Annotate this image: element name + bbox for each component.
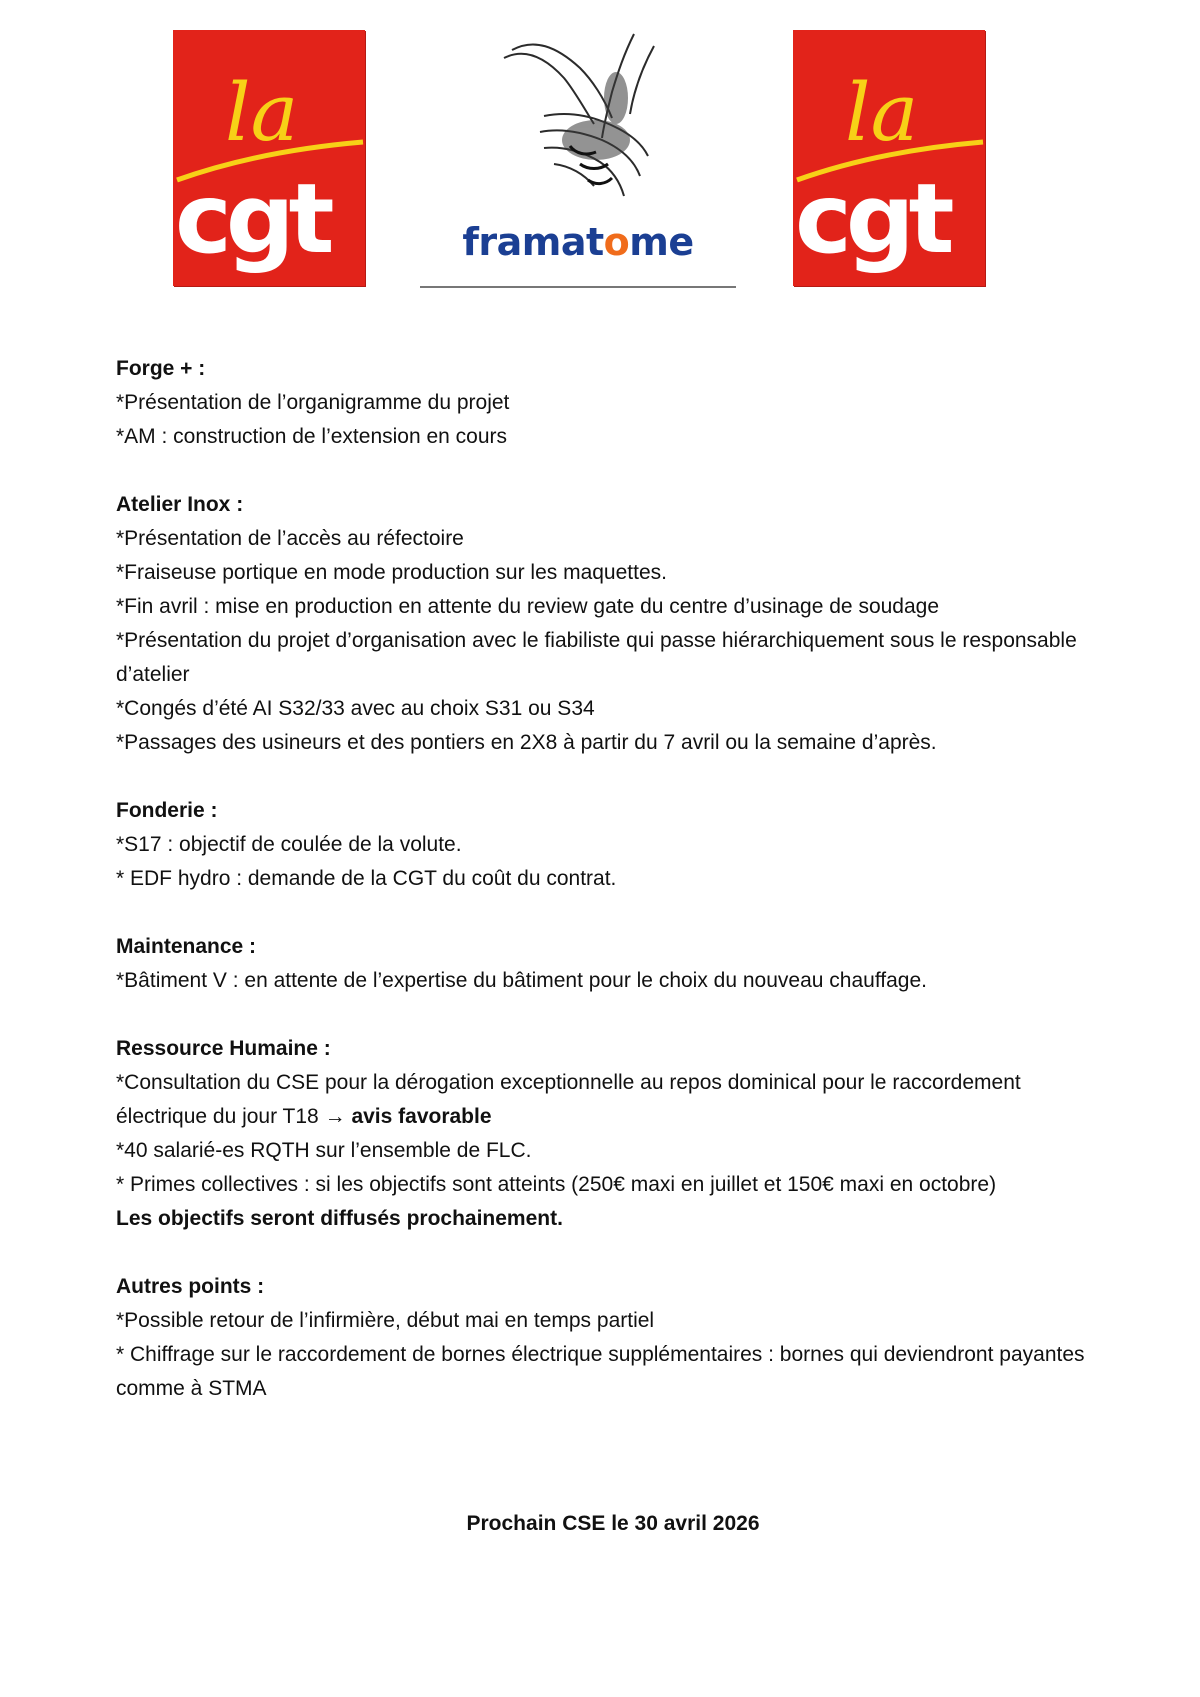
cgt-logo-graphic (793, 30, 985, 286)
logo-main-text: cgt (175, 163, 329, 275)
list-item: *Présentation du projet d’organisation avec le fiabiliste qui passe hiérarchiquement sous le responsable d’atelier (116, 629, 1077, 686)
logo-script-text: la (225, 66, 299, 159)
logo-main-text: cgt (795, 163, 949, 275)
framatome-wordmark (420, 220, 736, 264)
section-fonderie (116, 794, 1096, 896)
section-maintenance (116, 930, 1096, 998)
hands-illustration (484, 28, 674, 208)
list-item: *Fraiseuse portique en mode production sur les maquettes. (116, 561, 667, 584)
wordmark-part1: framat (462, 220, 604, 264)
section-forge (116, 352, 1096, 454)
list-item: *Passages des usineurs et des pontiers en 2X8 à partir du 7 avril ou la semaine d’après. (116, 731, 937, 754)
section-autres-points (116, 1270, 1096, 1406)
list-item: *Présentation de l’accès au réfectoire (116, 527, 464, 550)
next-meeting-note: Prochain CSE le 30 avril 2026 (466, 1512, 760, 1535)
cgt-logo-right (793, 30, 985, 286)
section-title: Forge + : (116, 357, 206, 380)
logo-underline (420, 286, 736, 288)
document-body (116, 352, 1096, 1440)
list-item: * Primes collectives : si les objectifs sont atteints (250€ maxi en juillet et 150€ maxi en octobre) (116, 1173, 997, 1196)
list-item: *Fin avril : mise en production en attente du review gate du centre d’usinage de soudage (116, 595, 940, 618)
cgt-logo-graphic (173, 30, 365, 286)
list-item: *Congés d’été AI S32/33 avec au choix S31 ou S34 (116, 697, 595, 720)
list-item: * EDF hydro : demande de la CGT du coût du contrat. (116, 867, 617, 890)
framatome-logo (420, 24, 736, 292)
section-title: Autres points : (116, 1275, 265, 1298)
section-title: Ressource Humaine : (116, 1037, 331, 1060)
highlight-text: avis favorable (351, 1105, 492, 1128)
list-item: *40 salarié-es RQTH sur l’ensemble de FLC. (116, 1139, 532, 1162)
list-item: *Possible retour de l’infirmière, début mai en temps partiel (116, 1309, 655, 1332)
section-ressource-humaine (116, 1032, 1096, 1236)
list-item: * Chiffrage sur le raccordement de bornes électrique supplémentaires : bornes qui deviendront payantes comme à STMA (116, 1343, 1085, 1400)
list-item (116, 1066, 1096, 1134)
highlight-line: Les objectifs seront diffusés prochainement. (116, 1207, 563, 1230)
wordmark-o: o (603, 220, 630, 264)
list-item: *AM : construction de l’extension en cours (116, 425, 508, 448)
section-title: Fonderie : (116, 799, 218, 822)
list-item: *S17 : objectif de coulée de la volute. (116, 833, 462, 856)
section-title: Maintenance : (116, 935, 257, 958)
arrow-right-icon: → (324, 1105, 346, 1128)
list-item: *Présentation de l’organigramme du projet (116, 391, 510, 414)
section-title: Atelier Inox : (116, 493, 244, 516)
section-atelier-inox (116, 488, 1096, 760)
logo-script-text: la (845, 66, 919, 159)
list-item: *Bâtiment V : en attente de l’expertise du bâtiment pour le choix du nouveau chauffage. (116, 969, 927, 992)
cgt-logo-left (173, 30, 365, 286)
list-item-text: *Consultation du CSE pour la dérogation exceptionnelle au repos dominical pour le raccordement électrique du jour T18 (116, 1071, 1021, 1128)
document-header (0, 0, 1200, 300)
wordmark-part2: me (629, 220, 694, 264)
